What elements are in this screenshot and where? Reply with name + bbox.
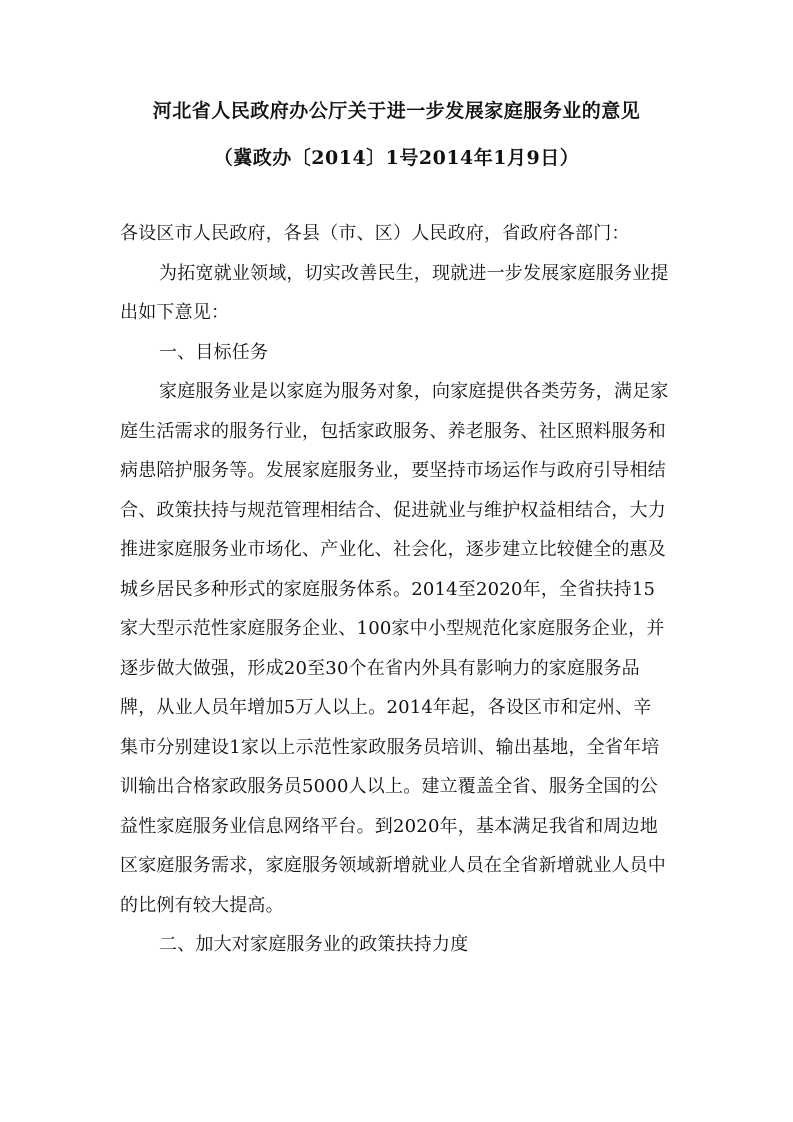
paragraph-line: 庭生活需求的服务行业，包括家政服务、养老服务、社区照料服务和: [120, 420, 666, 442]
paragraph-line: 合、政策扶持与规范管理相结合、促进就业与维护权益相结合，大力: [120, 499, 666, 521]
document-body: [120, 214, 680, 965]
paragraph-line: 城乡居民多种形式的家庭服务体系。2014至2020年，全省扶持15: [120, 578, 656, 600]
paragraph-line: 逐步做大做强，形成20至30个在省内外具有影响力的家庭服务品: [120, 657, 640, 679]
paragraph-line: 为拓宽就业领域，切实改善民生，现就进一步发展家庭服务业提: [159, 262, 669, 284]
paragraph-line: 推进家庭服务业市场化、产业化、社会化，逐步建立比较健全的惠及: [120, 539, 666, 560]
paragraph-line: 家庭服务业是以家庭为服务对象，向家庭提供各类劳务，满足家: [159, 381, 669, 402]
document-title: 河北省人民政府办公厅关于进一步发展家庭服务业的意见: [152, 100, 641, 122]
paragraph-line: 的比例有较大提高。: [120, 894, 284, 916]
paragraph-line: 区家庭服务需求，家庭服务领域新增就业人员在全省新增就业人员中: [120, 855, 666, 876]
section-heading-1: 一、目标任务: [159, 341, 269, 363]
paragraph-line: 益性家庭服务业信息网络平台。到2020年，基本满足我省和周边地: [120, 815, 659, 837]
paragraph-line: 出如下意见：: [120, 302, 230, 323]
salutation: 各设区市人民政府，各县（市、区）人民政府，省政府各部门：: [120, 223, 630, 244]
paragraph-line: 病患陪护服务等。发展家庭服务业，要坚持市场运作与政府引导相结: [120, 460, 666, 481]
document-number: （冀政办〔2014〕1号2014年1月9日）: [213, 147, 580, 169]
paragraph-line: 训输出合格家政服务员5000人以上。建立覆盖全省、服务全国的公: [120, 776, 659, 797]
paragraph-line: 家大型示范性家庭服务企业、100家中小型规范化家庭服务企业，并: [120, 618, 665, 639]
section-heading-2: 二、加大对家庭服务业的政策扶持力度: [159, 934, 469, 955]
paragraph-line: 集市分别建设1家以上示范性家政服务员培训、输出基地，全省年培: [120, 736, 660, 758]
paragraph-line: 牌，从业人员年增加5万人以上。2014年起，各设区市和定州、辛: [120, 697, 652, 718]
